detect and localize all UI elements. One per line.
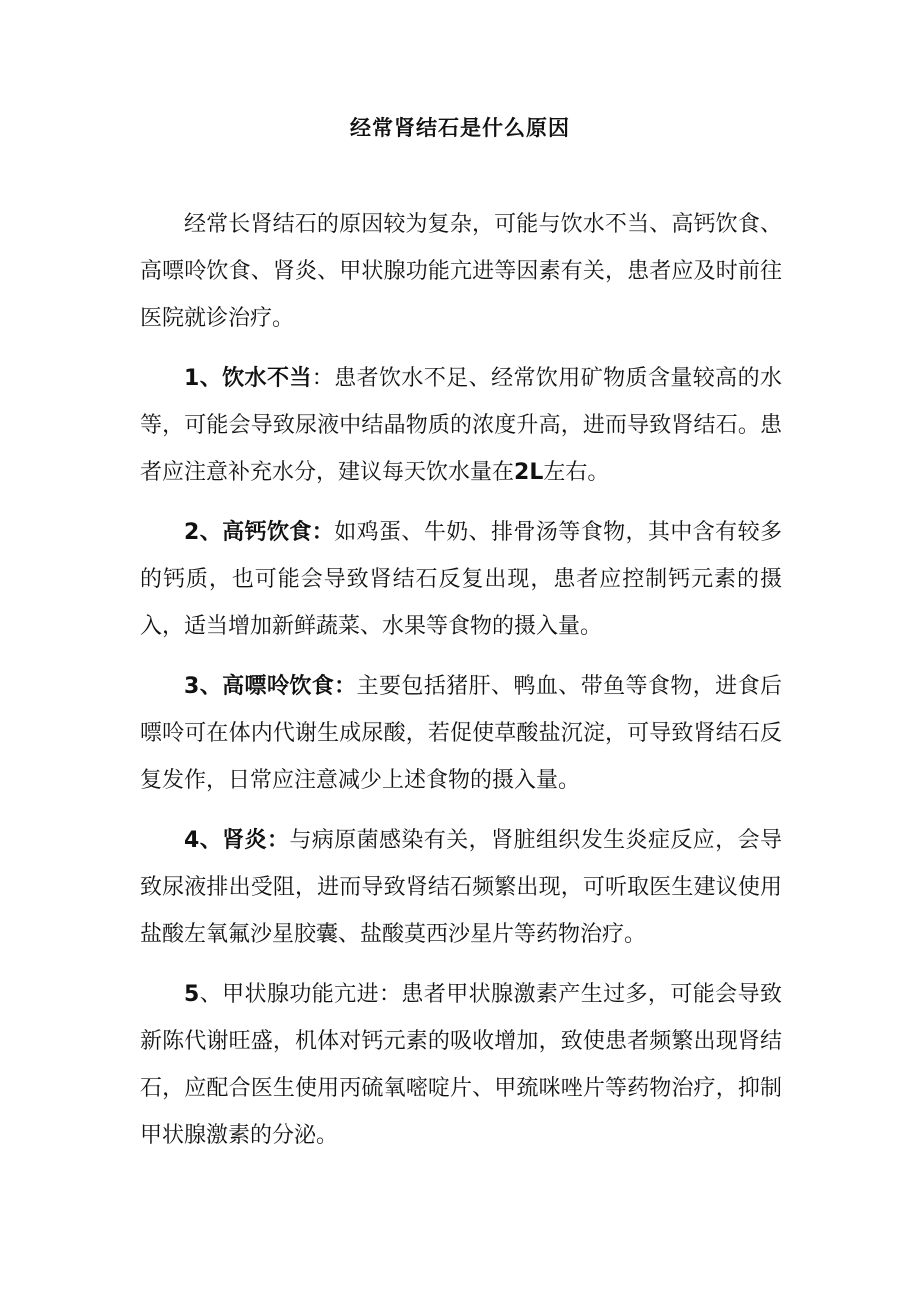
section-1-heading: 1、饮水不当 — [184, 366, 312, 391]
section-3-heading: 3、高嘌呤饮食： — [184, 674, 357, 699]
section-1-highlight: 2L — [514, 460, 544, 485]
document-body — [140, 201, 782, 1172]
section-1-paragraph — [140, 355, 782, 496]
page-title: 经常肾结石是什么原因 — [350, 116, 570, 140]
section-4-text: 与病原菌感染有关，肾脏组织发生炎症反应，会导致尿液排出受阻，进而导致肾结石频繁出现，可听取医生建议使用盐酸左氧氟沙星胶囊、盐酸莫西沙星片等药物治疗。 — [140, 828, 782, 947]
section-4-paragraph — [140, 817, 782, 958]
section-5-heading: 、甲状腺功能亢进： — [199, 982, 402, 1007]
section-1-text-b: 左右。 — [543, 460, 610, 485]
section-3-paragraph — [140, 663, 782, 804]
section-2-paragraph — [140, 509, 782, 650]
section-3-text: 主要包括猪肝、鸭血、带鱼等食物，进食后嘌呤可在体内代谢生成尿酸，若促使草酸盐沉淀，可导致肾结石反复发作，日常应注意减少上述食物的摄入量。 — [140, 674, 782, 793]
section-5-paragraph — [140, 971, 782, 1159]
section-5-text: 患者甲状腺激素产生过多，可能会导致新陈代谢旺盛，机体对钙元素的吸收增加，致使患者频繁出现肾结石，应配合医生使用丙硫氧嘧啶片、甲巯咪唑片等药物治疗，抑制甲状腺激素的分泌。 — [140, 982, 782, 1148]
section-2-text: 如鸡蛋、牛奶、排骨汤等食物，其中含有较多的钙质，也可能会导致肾结石反复出现，患者应控制钙元素的摄入，适当增加新鲜蔬菜、水果等食物的摄入量。 — [140, 520, 782, 639]
section-1-separator: ： — [311, 366, 335, 391]
section-1-text-a: 患者饮水不足、经常饮用矿物质含量较高的水等，可能会导致尿液中结晶物质的浓度升高，进而导致肾结石。患者应注意补充水分，建议每天饮水量在 — [140, 366, 782, 485]
section-4-heading: 4、肾炎： — [184, 828, 290, 853]
intro-paragraph: 经常长肾结石的原因较为复杂，可能与饮水不当、高钙饮食、高嘌呤饮食、肾炎、甲状腺功能亢进等因素有关，患者应及时前往医院就诊治疗。 — [140, 212, 782, 331]
section-5-number: 5 — [184, 982, 200, 1007]
section-2-heading: 2、高钙饮食： — [184, 520, 335, 545]
